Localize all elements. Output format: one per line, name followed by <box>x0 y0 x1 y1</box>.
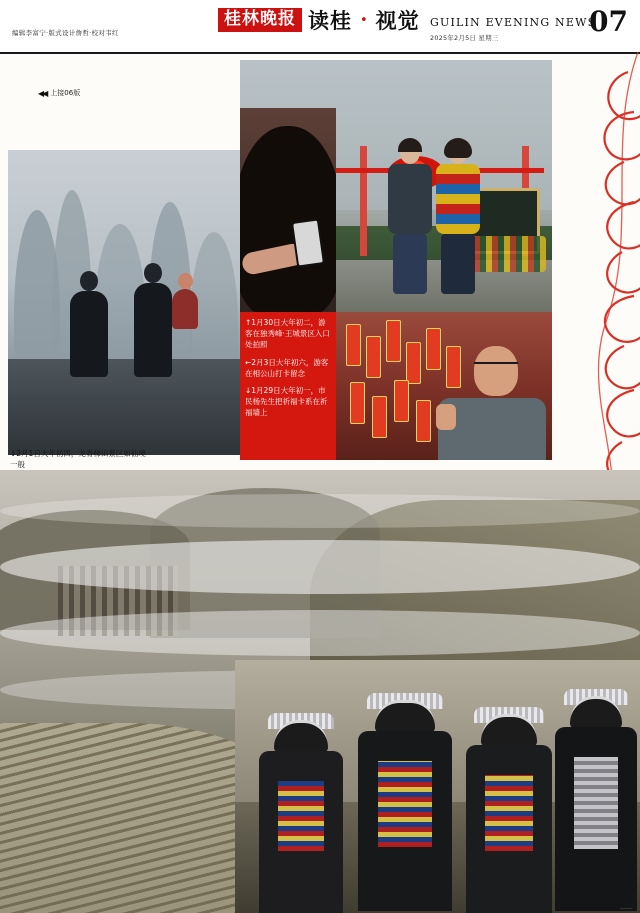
continued-from-label: 上接06版 <box>50 89 81 97</box>
logo-separator-dot: • <box>360 12 368 28</box>
section-title-visual: 视觉 <box>375 7 420 33</box>
woman-costume-4 <box>553 699 639 913</box>
woman-costume-1 <box>253 723 349 913</box>
caption-terrace: ↓2月1日大年初四，龙脊梯田景区如仙境一般 <box>10 449 146 470</box>
caption-line-1: ↑1月30日大年初二，游客在独秀峰·王城景区入口处拍照 <box>245 318 330 349</box>
page-number: 07 <box>589 5 628 38</box>
woman-costume-3 <box>461 717 557 913</box>
caption-red-block <box>240 312 336 460</box>
victory-hand-gesture <box>436 404 456 430</box>
person-woman <box>436 141 480 294</box>
figure-adult-right <box>134 263 172 377</box>
photo-family-viewing-karst-hills <box>8 150 240 455</box>
continued-from-marker <box>38 88 80 98</box>
editorial-credits: 编辑李富宁·版式设计詹哲·校对韦红 <box>12 29 119 37</box>
masthead <box>0 0 640 54</box>
person-man <box>388 141 432 294</box>
logo-nameplate: 桂林晚报 <box>218 8 302 32</box>
woman-costume-2 <box>353 703 457 913</box>
figure-child <box>172 273 198 329</box>
photo-woman-taking-photo-with-phone <box>240 108 336 318</box>
left-arrow-icon: ◀◀ <box>38 88 47 98</box>
figure-adult-left <box>70 271 108 377</box>
eyeglasses-icon <box>474 362 518 374</box>
caption-line-2: ←2月3日大年初六，游客在相公山打卡留念 <box>245 357 329 378</box>
caption-line-3: ↓1月29日大年初一，市民杨先生把祈福卡系在祈福墙上 <box>245 386 328 418</box>
newspaper-logo <box>218 8 420 32</box>
issue-date: 2025年2月5日 星期三 <box>430 34 499 42</box>
english-masthead: GUILIN EVENING NEWS <box>430 16 597 29</box>
photo-yao-women-in-traditional-costume <box>235 660 640 913</box>
photo-man-hanging-wish-cards <box>336 312 552 460</box>
section-title-read: 读桂 <box>308 7 352 33</box>
page-footer-tick <box>620 908 632 909</box>
